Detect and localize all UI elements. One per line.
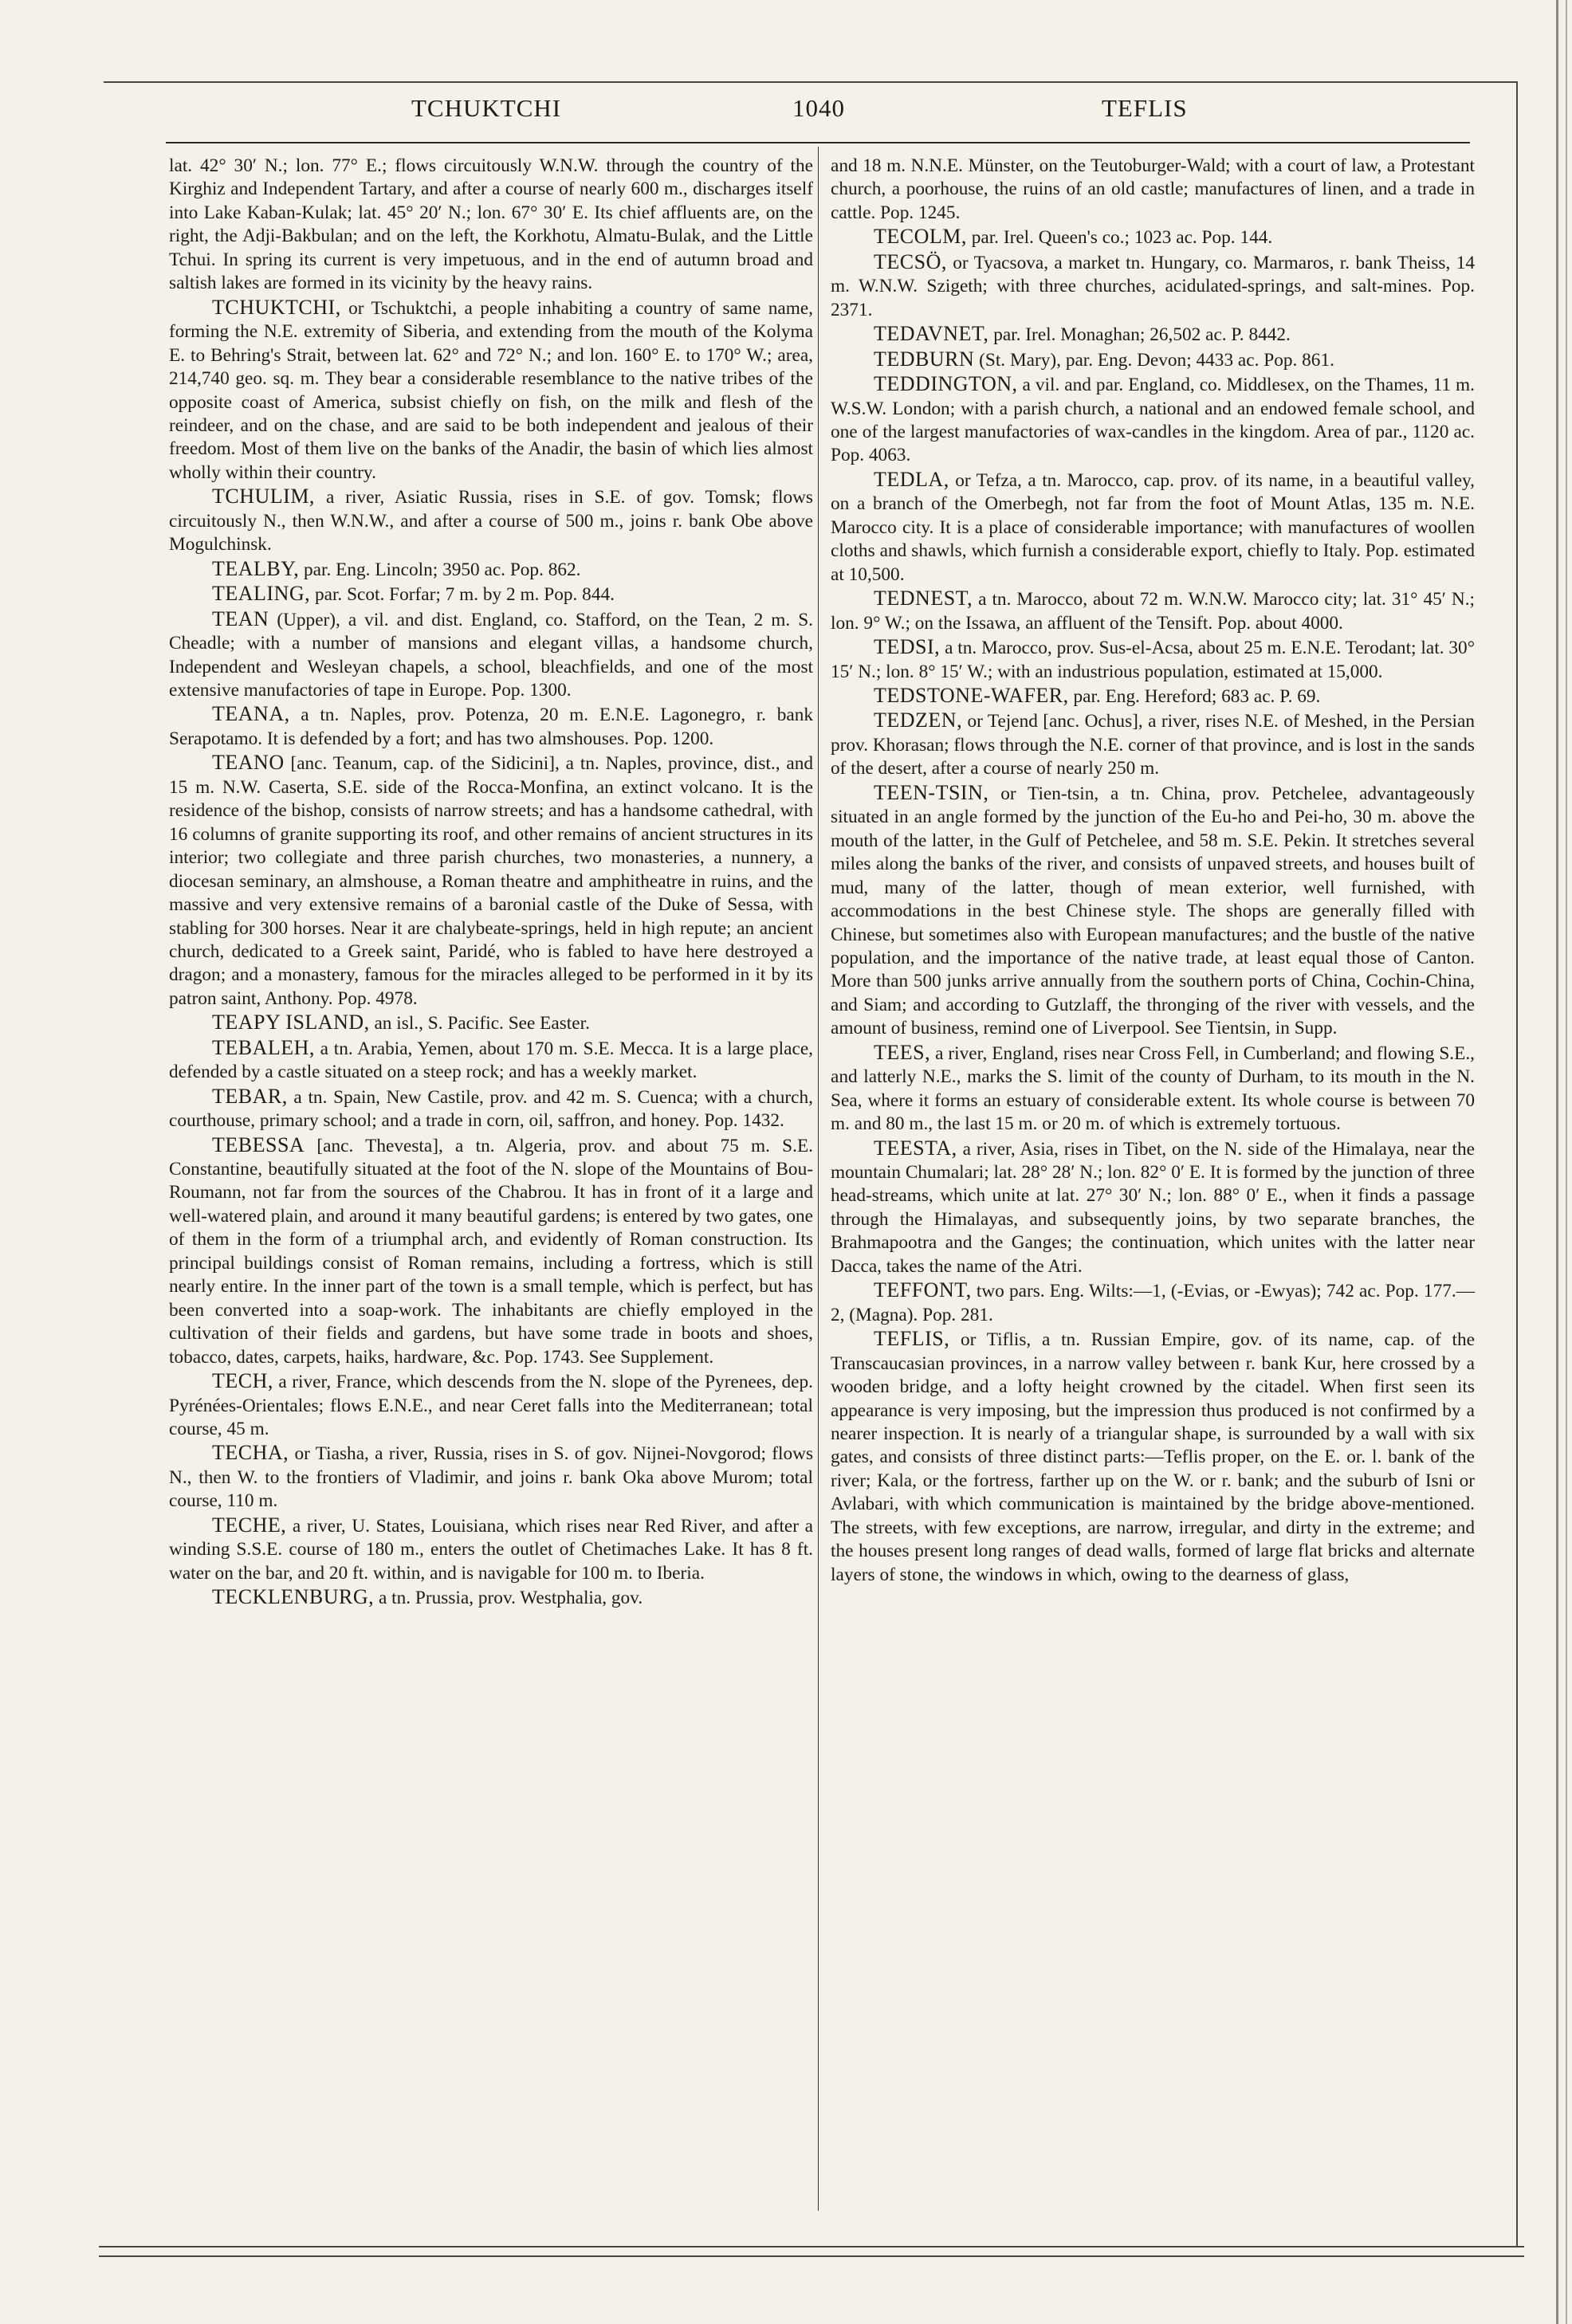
gazetteer-entry <box>169 1011 813 1035</box>
entry-text: or Tiasha, a river, Russia, rises in S. of gov. Nijnei-Novgorod; flows N., then W. to the frontiers of Vladimir, and joins r. bank Oka above Murom; total course, 110 m. <box>169 1443 814 1512</box>
gazetteer-entry <box>169 607 813 703</box>
frame-right-rule <box>1516 81 1518 2246</box>
entry-headword: TEALBY, <box>212 556 300 580</box>
right-column <box>831 155 1475 1587</box>
entry-headword: TEDAVNET, <box>874 322 989 346</box>
gazetteer-entry <box>831 635 1475 684</box>
entry-headword: TEFLIS, <box>874 1327 950 1351</box>
entry-text: lat. 42° 30′ N.; lon. 77° E.; flows circuitously W.N.W. through the country of the Kirghiz and Independent Tartary, and after a course of nearly 600 m., discharges itself into Lake Kaban-Kulak; lat. 45° 20′ N.; lon. 67° 30′ E. Its chief affluents are, on the right, the Adji-Bakbulan; and on the left, the Korkhotu, Almatu-Bulak, and the Little Tchui. In spring its current is very impetuous, and in the end of autumn broad and saltish lakes are formed in its vicinity by the heavy rains. <box>169 155 813 294</box>
entry-text: a tn. Spain, New Castile, prov. and 42 m. S. Cuenca; with a church, courthouse, primary school; and a trade in corn, oil, saffron, and honey. Pop. 1432. <box>169 1086 813 1132</box>
header-left-guideword: TCHUKTCHI <box>411 94 562 122</box>
entry-headword: TCHUKTCHI, <box>212 295 341 319</box>
entry-text: or Tefza, a tn. Marocco, cap. prov. of its name, in a beautiful valley, on a branch of the Omerbegh, not far from the foot of Mount Atlas, 135 m. N.E. Marocco city. It is a place of considerable importance; with manufactures of woollen cloths and shawls, which furnish a considerable export, chiefly to Italy. Pop. estimated at 10,500. <box>831 469 1475 585</box>
entry-text: (Upper), a vil. and dist. England, co. Stafford, on the Tean, 2 m. S. Cheadle; with a number of mansions and elegant villas, a handsome church, Independent and Wesleyan chapels, a school, bleachfields, and one of the most extensive manufactories of tape in Europe. Pop. 1300. <box>169 609 813 701</box>
entry-text: a tn. Arabia, Yemen, about 170 m. S.E. Mecca. It is a large place, defended by a castle situated on a steep rock; and has a weekly market. <box>169 1038 813 1083</box>
column-divider <box>818 147 819 2211</box>
entry-text: two pars. Eng. Wilts:—1, (-Evias, or -Ewyas); 742 ac. Pop. 177.—2, (Magna). Pop. 281. <box>831 1281 1475 1325</box>
entry-headword: TECSÖ, <box>874 249 947 273</box>
gazetteer-entry <box>831 684 1475 709</box>
entry-text: a tn. Marocco, prov. Sus-el-Acsa, about 25 m. E.N.E. Terodant; lat. 30° 15′ N.; lon. 8° 15′ W.; with an industrious population, estimated at 15,000. <box>831 638 1476 682</box>
book-edge <box>1556 0 1558 2324</box>
gazetteer-entry <box>831 468 1475 587</box>
gazetteer-entry <box>169 1441 813 1513</box>
entry-headword: TEEN-TSIN, <box>874 780 989 804</box>
gazetteer-entry <box>831 1136 1475 1279</box>
page-number: 1040 <box>792 94 845 122</box>
entry-text: a river, U. States, Louisiana, which rises near Red River, and after a winding S.S.E. course of 180 m., enters the outlet of Chetimaches Lake. It has 8 ft. water on the bar, and 20 ft. within, and is navigable for 100 m. to Iberia. <box>169 1515 814 1584</box>
entry-text: or Tejend [anc. Ochus], a river, rises N.E. of Meshed, in the Persian prov. Khorasan; flows through the N.E. corner of that province, and is lost in the sands of the desert, after a course of nearly 250 m. <box>831 711 1475 779</box>
entry-headword: TECHE, <box>212 1513 287 1537</box>
frame-top-rule <box>104 81 1516 83</box>
entry-text: or Tyacsova, a market tn. Hungary, co. Marmaros, r. bank Theiss, 14 m. W.N.W. Szigeth; with three churches, acidulated-springs, and salt-mines. Pop. 2371. <box>831 252 1475 320</box>
gazetteer-entry <box>831 225 1475 249</box>
entry-text: a tn. Marocco, about 72 m. W.N.W. Marocco city; lat. 31° 45′ N.; lon. 9° W.; on the Issawa, an affluent of the Tensift. Pop. about 4000. <box>831 589 1475 634</box>
entry-text: or Tien-tsin, a tn. China, prov. Petchelee, advantageously situated in an angle formed by the junction of the Eu-ho and Pei-ho, 30 m. above the mouth of the latter, in the Gulf of Petchelee, and 58 m. S.E. Pekin. It stretches several miles along the banks of the river, and consists of unpaved streets, and houses built of mud, many of the latter, though of mean exterior, well furnished, with accommodations in the best Chinese style. The shops are generally filled with Chinese, but sometimes also with European manufactures; and the bustle of the native population, and the importance of the native trade, at least equal those of Canton. More than 500 junks arrive annually from the southern ports of China, Cochin-China, and Siam; and according to Gutzlaff, the thronging of the river with vessels, and the amount of business, remind one of Liverpool. See Tientsin, in Supp. <box>831 783 1475 1039</box>
entry-headword: TEALING, <box>212 582 311 606</box>
gazetteer-entry <box>831 709 1475 780</box>
entry-text: a tn. Naples, prov. Potenza, 20 m. E.N.E. Lagonegro, r. bank Serapotamo. It is defended by a fort; and has two almshouses. Pop. 1200. <box>169 705 813 749</box>
gazetteer-entry <box>831 155 1475 225</box>
header-right-guideword: TEFLIS <box>1102 94 1188 122</box>
entry-text: par. Eng. Lincoln; 3950 ac. Pop. 862. <box>304 559 581 580</box>
entry-text: a river, England, rises near Cross Fell, in Cumberland; and flowing S.E., and latterly N.E., marks the S. limit of the county of Durham, to its mouth in the N. Sea, where it forms an estuary of considerable extent. Its whole course is between 70 m. and 80 m., the last 15 m. or 20 m. of which is extremely tortuous. <box>831 1042 1475 1135</box>
entry-headword: TECHA, <box>212 1441 289 1465</box>
entry-headword: TEDDINGTON, <box>874 372 1018 396</box>
entry-headword: TEDNEST, <box>874 587 973 610</box>
entry-headword: TEDSI, <box>874 635 941 659</box>
gazetteer-entry <box>831 781 1475 1041</box>
entry-text: a tn. Prussia, prov. Westphalia, gov. <box>379 1588 643 1609</box>
entry-headword: TEDSTONE-WAFER, <box>874 683 1069 707</box>
gazetteer-entry <box>831 1327 1475 1587</box>
gazetteer-entry <box>169 1585 813 1610</box>
gazetteer-entry <box>831 1041 1475 1136</box>
entry-text: an isl., S. Pacific. See Easter. <box>374 1013 590 1034</box>
entry-headword: TEAPY ISLAND, <box>212 1011 370 1034</box>
gazetteer-entry <box>169 1369 813 1441</box>
gazetteer-entry <box>831 250 1475 322</box>
entry-headword: TEDZEN, <box>874 709 963 732</box>
gazetteer-entry <box>169 485 813 556</box>
gazetteer-entry <box>169 155 813 296</box>
entry-text: a river, Asiatic Russia, rises in S.E. of gov. Tomsk; flows circuitously N., then W.N.W., and after a course of 500 m., joins r. bank Obe above Mogulchinsk. <box>169 487 813 555</box>
gazetteer-entry <box>831 322 1475 347</box>
entry-text: par. Irel. Queen's co.; 1023 ac. Pop. 144. <box>971 227 1273 249</box>
entry-text: a river, France, which descends from the N. slope of the Pyrenees, dep. Pyrénées-Orientales; flows E.N.E., and near Ceret falls into the Mediterranean; total course, 45 m. <box>169 1372 813 1440</box>
entry-text: par. Scot. Forfar; 7 m. by 2 m. Pop. 844. <box>314 584 615 606</box>
header-rule <box>166 142 1470 143</box>
entry-text: and 18 m. N.N.E. Münster, on the Teutoburger-Wald; with a court of law, a Protestant church, a poorhouse, the ruins of an old castle; manufactures of linen, and a trade in cattle. Pop. 1245. <box>831 155 1475 223</box>
entry-headword: TEAN <box>212 607 269 630</box>
entry-headword: TEANO <box>212 751 285 775</box>
entry-headword: TEBALEH, <box>212 1035 315 1059</box>
gazetteer-entry <box>169 1036 813 1085</box>
gazetteer-entry <box>831 347 1475 372</box>
gazetteer-entry <box>169 582 813 607</box>
entry-text: par. Irel. Monaghan; 26,502 ac. P. 8442. <box>993 324 1291 346</box>
entry-headword: TEBAR, <box>212 1084 288 1108</box>
entry-text: [anc. Thevesta], a tn. Algeria, prov. and about 75 m. S.E. Constantine, beautifully situated at the foot of the N. slope of the Mountains of Bou-Roumann, not far from the sources of the Chabrou. It has in front of it a large and well-watered plain, and around it many beautiful gardens; is entered by two gates, one of them in the form of a triumphal arch, and evidently of Roman construction. Its principal buildings consist of Roman remains, including a fortress, which is still nearly entire. In the inner part of the town is a small temple, which is perfect, but has been converted into a soap-work. The inhabitants are chiefly employed in the cultivation of their fields and gardens, but have some trade in boots and shoes, tobacco, dates, carpets, haiks, hardware, &c. Pop. 1743. See Supplement. <box>169 1135 813 1368</box>
entry-headword: TEDBURN <box>874 347 975 371</box>
entry-headword: TCHULIM, <box>212 485 315 508</box>
gazetteer-entry <box>169 1085 813 1133</box>
entry-headword: TEESTA, <box>874 1136 957 1160</box>
gazetteer-entry <box>169 296 813 485</box>
frame-bottom-rule-2 <box>99 2255 1524 2257</box>
entry-text: or Tiflis, a tn. Russian Empire, gov. of its name, cap. of the Transcaucasian provinces, in a narrow valley between r. bank Kur, here crossed by a wooden bridge, and a lofty height crowned by the citadel. When first seen its appearance is very imposing, but the impression thus produced is not confirmed by a nearer inspection. It is nearly of a triangular shape, is surrounded by a wall with six gates, and consists of three distinct parts:—Teflis proper, on the E. or. l. bank of the river; Kala, or the fortress, farther up on the W. or r. bank; and the suburb of Isni or Avlabari, with which communication is maintained by the bridge above-mentioned. The streets, with few exceptions, are narrow, irregular, and dirty in the extreme; and the houses present long ranges of dead walls, formed of large flat bricks and alternate layers of stone, the windows in which, owing to the dearness of glass, <box>831 1329 1475 1585</box>
gazetteer-entry <box>169 557 813 582</box>
entry-headword: TECOLM, <box>874 225 967 249</box>
gazetteer-entry <box>831 587 1475 635</box>
entry-headword: TECH, <box>212 1369 273 1393</box>
entry-headword: TEBESSA <box>212 1133 305 1156</box>
entry-text: a river, Asia, rises in Tibet, on the N. side of the Himalaya, near the mountain Chumalari; lat. 28° 28′ N.; lon. 82° 0′ E. It is formed by the junction of three head-streams, which unite at lat. 27° 30′ N.; lon. 88° 0′ E., when it finds a passage through the Himalayas, and subsequently joins, by two separate branches, the Brahmapootra and the Ganges; the continuation, which unites with the latter near Dacca, takes the name of the Atri. <box>831 1138 1475 1277</box>
left-column <box>169 155 813 1611</box>
gazetteer-entry <box>169 1133 813 1370</box>
gazetteer-entry <box>169 702 813 751</box>
gazetteer-entry <box>831 372 1475 468</box>
entry-text: (St. Mary), par. Eng. Devon; 4433 ac. Pop. 861. <box>979 349 1334 371</box>
entry-text: a vil. and par. England, co. Middlesex, on the Thames, 11 m. W.S.W. London; with a parish church, a national and an endowed female school, and one of the largest manufactories of wax-candles in the kingdom. Area of par., 1120 ac. Pop. 4063. <box>831 375 1476 466</box>
entry-text: par. Eng. Hereford; 683 ac. P. 69. <box>1073 685 1321 707</box>
entry-headword: TEDLA, <box>874 467 949 491</box>
entry-text: [anc. Teanum, cap. of the Sidicini], a tn. Naples, province, dist., and 15 m. N.W. Caserta, S.E. side of the Rocca-Monfina, an extinct volcano. It is the residence of the bishop, consists of narrow streets; and has a handsome cathedral, with 16 columns of granite supporting its roof, and other remains of ancient structures in its interior; two collegiate and three parish churches, two monasteries, a nunnery, a diocesan seminary, an almshouse, a Roman theatre and amphitheatre in ruins, and the massive and very extensive remains of a baronial castle of the Duke of Sessa, with stabling for 300 horses. Near it are chalybeate-springs, held in high repute; an ancient church, dedicated to a Greek saint, Paridé, who is fabled to have here destroyed a dragon; and a monastery, famous for the miracles alleged to be performed in it by its patron saint, Anthony. Pop. 4978. <box>169 753 814 1009</box>
entry-headword: TEANA, <box>212 702 290 726</box>
entry-headword: TEFFONT, <box>874 1278 972 1302</box>
frame-bottom-rule <box>99 2246 1524 2247</box>
running-header <box>0 94 1572 129</box>
entry-text: or Tschuktchi, a people inhabiting a country of same name, forming the N.E. extremity of Siberia, and extending from the mouth of the Kolyma E. to Behring's Strait, between lat. 62° and 72° N.; and lon. 160° E. to 170° W.; area, 214,740 geo. sq. m. They bear a considerable resemblance to the native tribes of the opposite coast of America, subsist chiefly on fish, on the milk and flesh of the reindeer, and on the chase, and are said to be both independent and jealous of their freedom. Most of them live on the banks of the Anadir, the basin of which lies almost wholly within their country. <box>169 297 813 483</box>
entry-headword: TECKLENBURG, <box>212 1585 375 1609</box>
entry-headword: TEES, <box>874 1040 931 1064</box>
gazetteer-entry <box>169 751 813 1011</box>
book-edge-inner <box>1566 0 1567 2324</box>
gazetteer-entry <box>169 1513 813 1585</box>
gazetteer-entry <box>831 1278 1475 1327</box>
